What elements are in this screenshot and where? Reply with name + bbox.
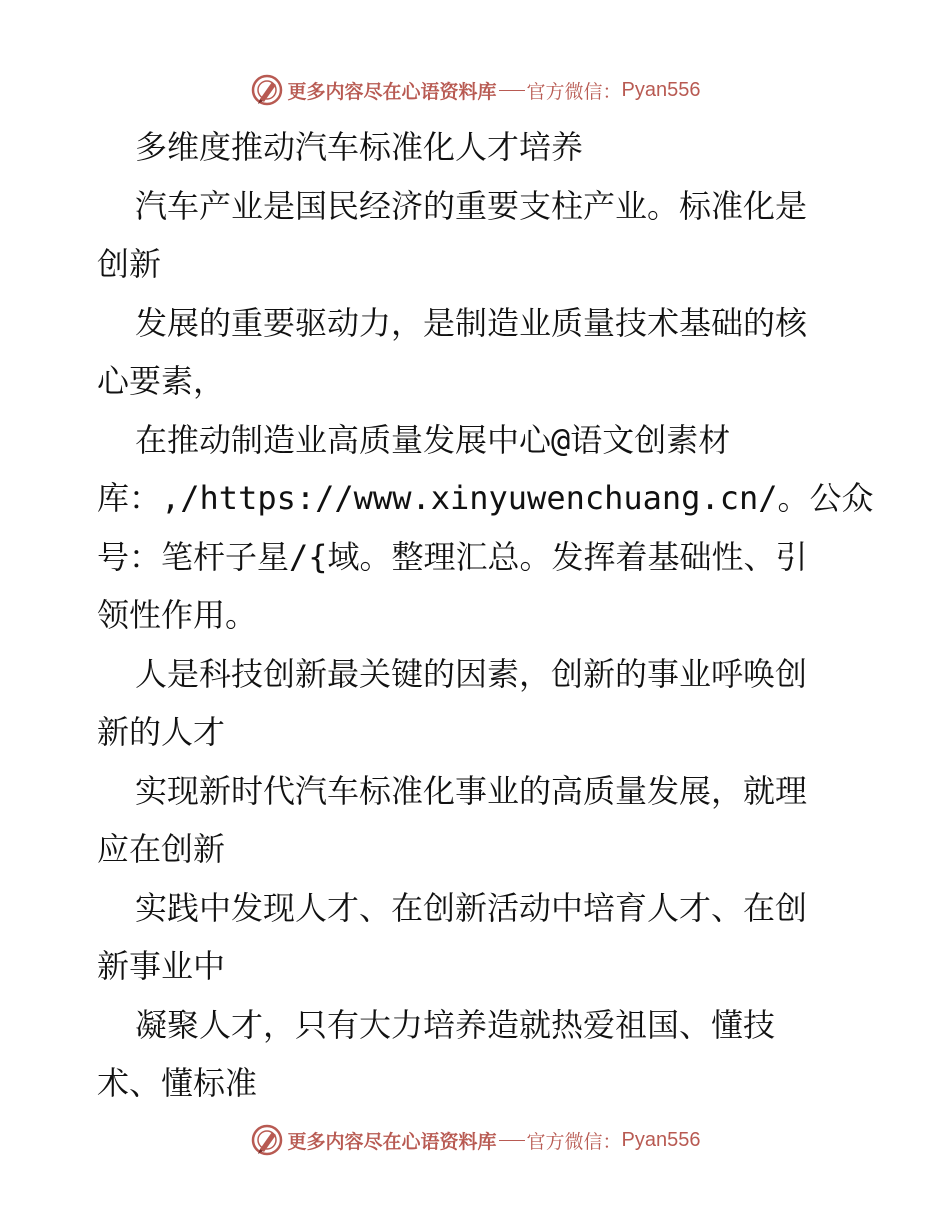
- banner-main-text: 更多内容尽在心语资料库: [287, 80, 497, 103]
- pen-logo-icon: [250, 1123, 284, 1157]
- paragraph-line: 新的人才: [97, 713, 226, 751]
- document-body: [97, 118, 874, 1113]
- paragraph-line: 新事业中: [97, 947, 226, 985]
- banner-dash: [499, 90, 525, 91]
- document-title: 多维度推动汽车标准化人才培养: [135, 128, 584, 166]
- paragraph-line: 汽车产业是国民经济的重要支柱产业。标准化是: [135, 186, 808, 225]
- paragraph-line: 实践中发现人才、在创新活动中培育人才、在创: [135, 888, 808, 927]
- banner-sub-text: 官方微信：: [526, 1130, 622, 1153]
- paragraph-line: 凝聚人才，只有大力培养造就热爱祖国、懂技: [135, 1005, 776, 1044]
- paragraph-line: 创新: [97, 245, 162, 283]
- paragraph-line: 领性作用。: [97, 596, 258, 634]
- banner-wechat-id: Pyan556: [621, 78, 701, 101]
- pen-logo-icon: [250, 73, 284, 107]
- banner-sub-text: 官方微信：: [526, 80, 622, 103]
- paragraph-line: 库：,/https://www.xinyuwenchuang.cn/。公众: [97, 479, 874, 517]
- header-banner: [0, 70, 950, 110]
- paragraph-line: 心要素，: [97, 362, 226, 400]
- paragraph-line: 术、懂标准: [97, 1064, 258, 1102]
- banner-dash: [499, 1140, 525, 1141]
- footer-banner: [0, 1120, 950, 1160]
- paragraph-line: 人是科技创新最关键的因素，创新的事业呼唤创: [135, 654, 808, 693]
- paragraph-line: 发展的重要驱动力，是制造业质量技术基础的核: [135, 303, 808, 342]
- banner-wechat-id: Pyan556: [621, 1128, 701, 1151]
- paragraph-line: 在推动制造业高质量发展中心@语文创素材: [135, 420, 731, 459]
- banner-main-text: 更多内容尽在心语资料库: [287, 1130, 497, 1153]
- paragraph-line: 应在创新: [97, 830, 226, 868]
- paragraph-line: 实现新时代汽车标准化事业的高质量发展，就理: [135, 771, 808, 810]
- paragraph-line: 号：笔杆子星/{域。整理汇总。发挥着基础性、引: [97, 537, 808, 576]
